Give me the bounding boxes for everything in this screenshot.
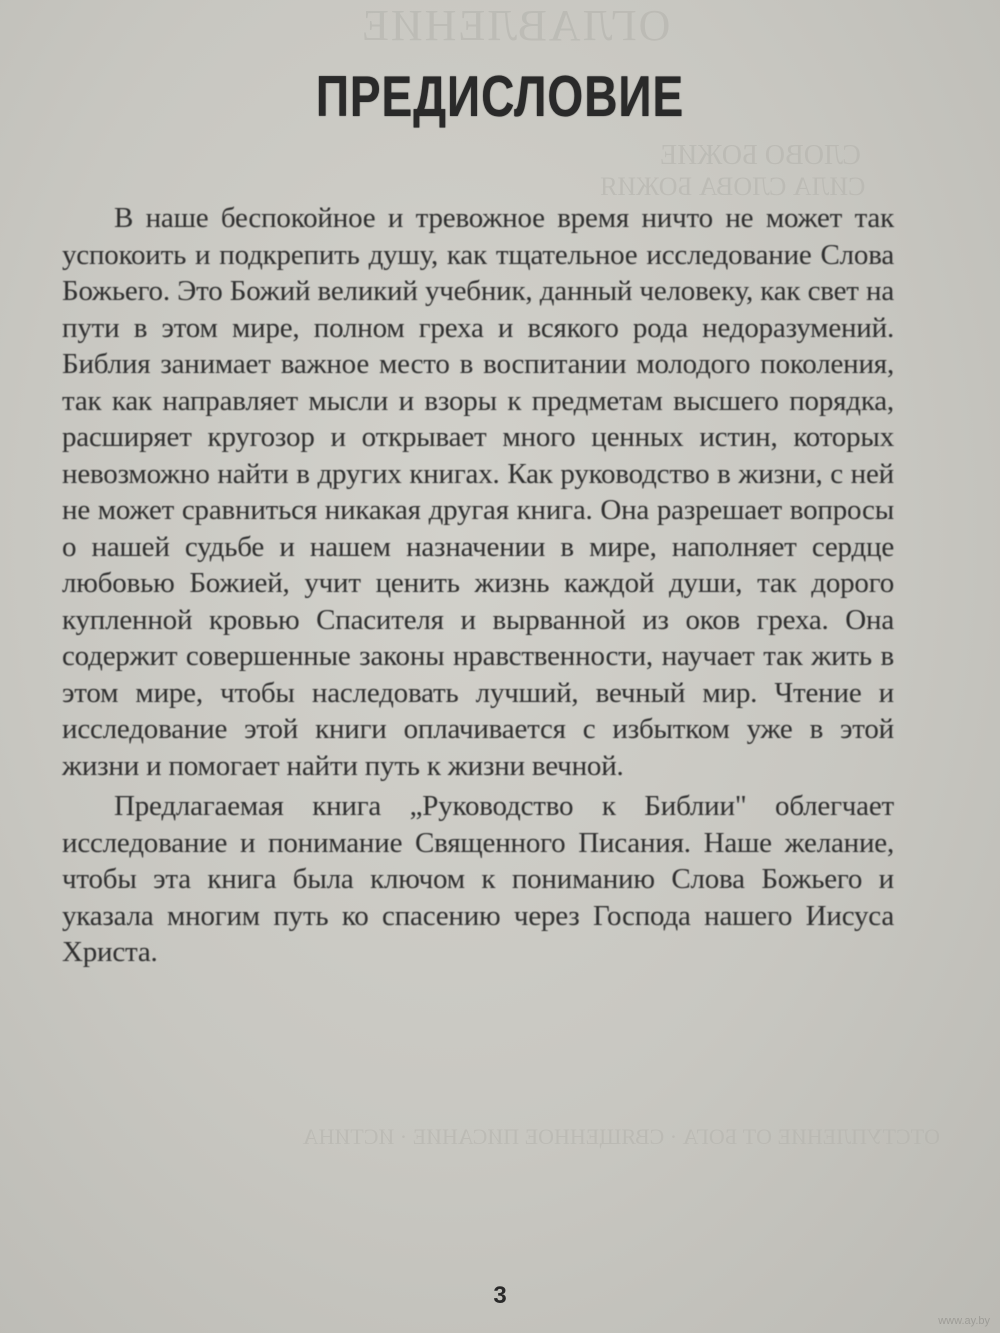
bleed-through-text: ОГЛАВЛЕНИЕ	[360, 1, 671, 50]
bleed-through-text: СИЛА СЛОВА БОЖИЯ	[600, 172, 866, 201]
bleed-through-text: ОТСТУПЛЕНИЕ ОТ БОГА · СВЯЩЕННОЕ ПИСАНИЕ · ИСТИНА	[302, 1124, 940, 1149]
page-number: 3	[493, 1282, 507, 1309]
paragraph: В наше беспокойное и тревожное время ничто не может так успокоить и подкрепить душу, как тщательное исследование Слова Божьего. Это Божий великий учебник, данный человеку, как свет на пути в этом мире, полном греха и всякого рода недоразумений. Библия занимает важное место в воспитании молодого поколения, так как направляет мысли и взоры к предметам высшего порядка, расширяет кругозор и открывает много ценных истин, которых невозможно найти в других книгах. Как руководство в жизни, с ней не может сравниться никакая другая книга. Она разрешает вопросы о нашей судьбе и нашем назначении в мире, наполняет сердце любовью Божией, учит ценить жизнь каждой души, так дорого купленной кровью Спасителя и вырванной из оков греха. Она содержит совершенные законы нравственности, научает так жить в этом мире, чтобы наследовать лучший, вечный мир. Чтение и исследование этой книги оплачивается с избытком уже в этой жизни и помогает найти путь к жизни вечной.	[62, 202, 894, 782]
paragraph: Предлагаемая книга „Руководство к Библии" облегчает исследование и понимание Священного Писания. Наше желание, чтобы эта книга была ключом к пониманию Слова Божьего и указала многим путь ко спасению через Господа нашего Иисуса Христа.	[62, 790, 894, 968]
watermark: www.ay.by	[938, 1315, 990, 1327]
bleed-through-text: СЛОВО БОЖИЕ	[660, 140, 861, 171]
page-title: ПРЕДИСЛОВИЕ	[315, 63, 685, 129]
preface-body	[62, 200, 894, 971]
